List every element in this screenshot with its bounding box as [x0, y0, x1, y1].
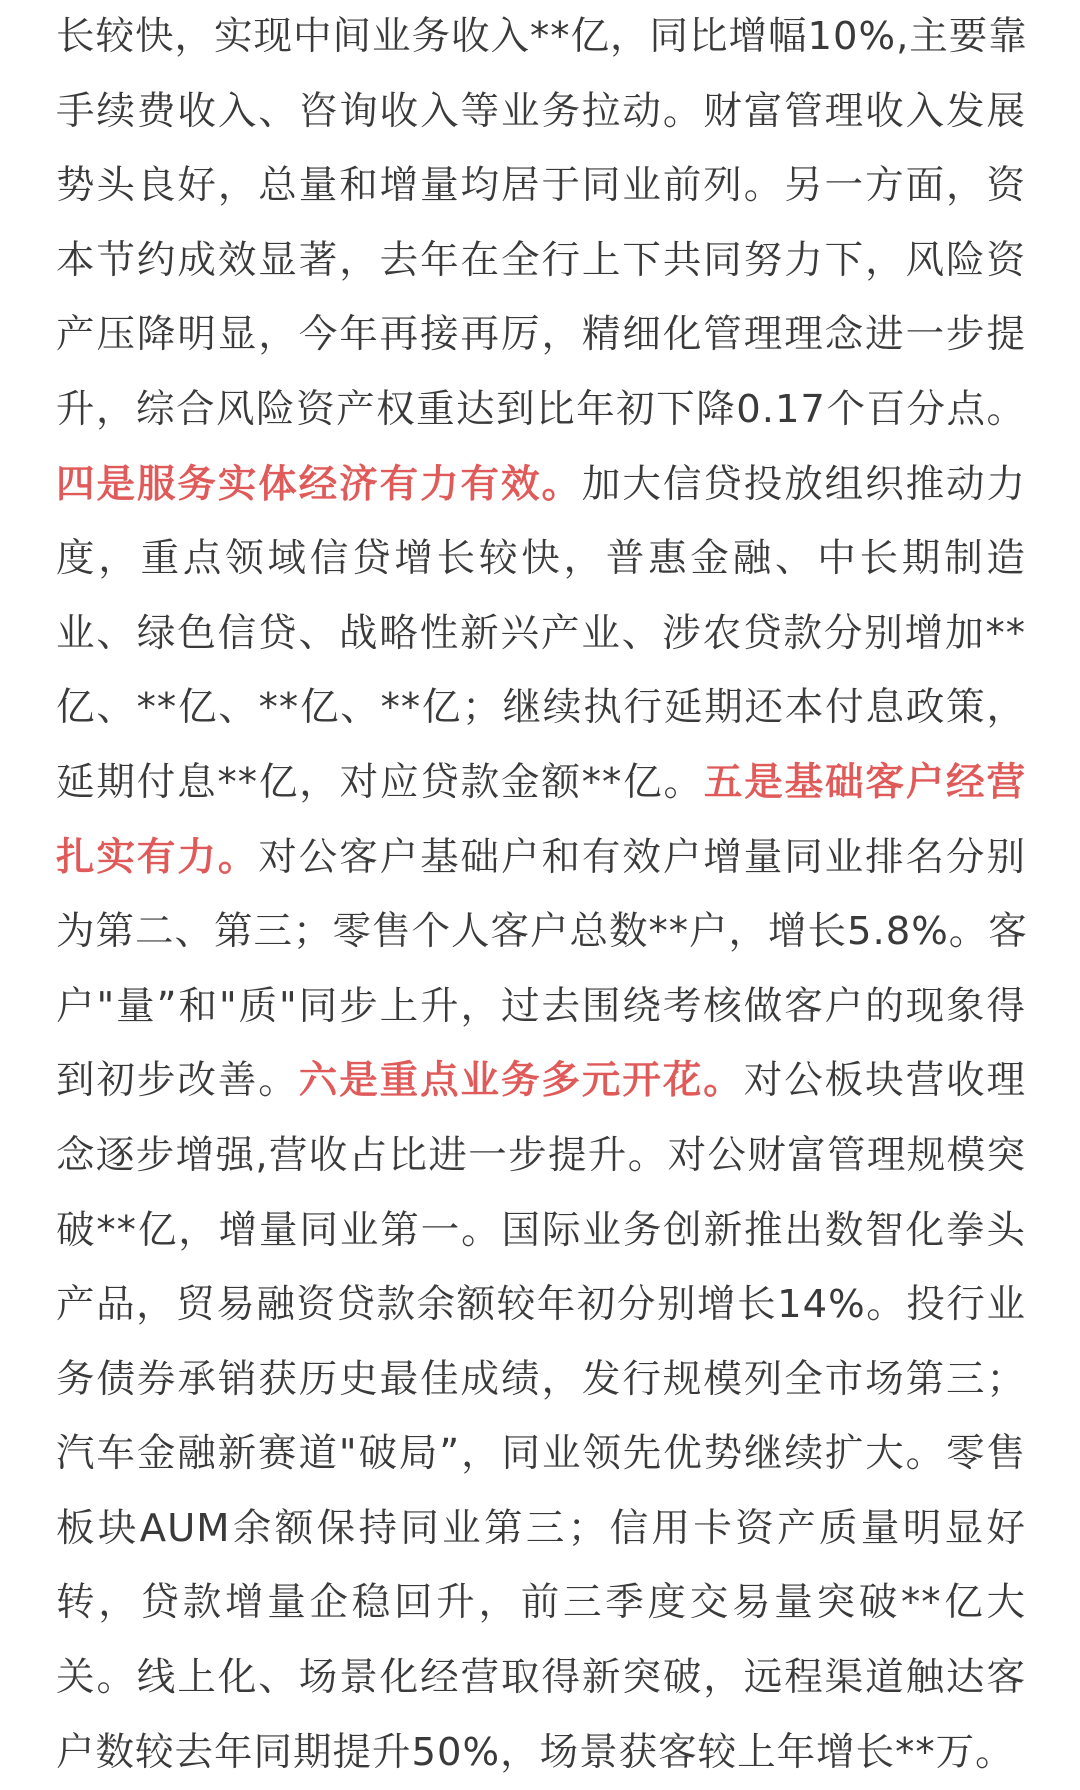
text-line	[56, 1417, 1026, 1492]
highlighted-heading: 六是重点业务多元开花。	[298, 1058, 744, 1104]
highlighted-heading: 四是服务实体经济有力有效。	[56, 461, 582, 507]
text-line	[56, 1641, 1026, 1716]
text-segment: 亿、**亿、**亿、**亿；继续执行延期还本付息政策，	[56, 685, 1026, 731]
text-line	[56, 1194, 1026, 1269]
article-body	[56, 0, 1026, 1790]
text-line	[56, 671, 1026, 746]
text-line	[56, 1716, 1026, 1790]
text-segment: 本节约成效显著，去年在全行上下共同努力下，风险资	[56, 237, 1026, 283]
text-segment: 对公板块营收理	[743, 1058, 1026, 1104]
text-segment: 汽车金融新赛道"破局”，同业领先优势继续扩大。零售	[56, 1431, 1026, 1477]
text-line	[56, 224, 1026, 299]
text-segment: 度，重点领域信贷增长较快，普惠金融、中长期制造	[56, 536, 1026, 582]
text-line	[56, 149, 1026, 224]
text-line	[56, 373, 1026, 448]
text-segment: 势头良好，总量和增量均居于同业前列。另一方面，资	[56, 163, 1026, 209]
text-line	[56, 522, 1026, 597]
text-segment: 手续费收入、咨询收入等业务拉动。财富管理收入发展	[56, 88, 1026, 134]
text-segment: 板块AUM余额保持同业第三；信用卡资产质量明显好	[56, 1505, 1026, 1551]
highlighted-heading: 扎实有力。	[56, 834, 259, 880]
text-segment: 长较快，实现中间业务收入**亿，同比增幅10%,主要靠	[56, 14, 1028, 59]
text-segment: 对公客户基础户和有效户增量同业排名分别	[258, 834, 1026, 880]
text-segment: 为第二、第三；零售个人客户总数**户，增长5.8%。客	[56, 909, 1028, 955]
text-segment: 户"量”和"质"同步上升，过去围绕考核做客户的现象得	[56, 983, 1026, 1029]
text-segment: 产品，贸易融资贷款余额较年初分别增长14%。投行业	[56, 1282, 1026, 1328]
text-segment: 产压降明显，今年再接再厉，精细化管理理念进一步提	[56, 312, 1026, 358]
text-segment: 破**亿，增量同业第一。国际业务创新推出数智化拳头	[56, 1207, 1026, 1253]
text-line	[56, 1492, 1026, 1567]
text-line	[56, 1566, 1026, 1641]
text-line	[56, 597, 1026, 672]
text-line	[56, 75, 1026, 150]
text-segment: 务债券承销获历史最佳成绩，发行规模列全市场第三；	[56, 1356, 1026, 1402]
text-segment: 户数较去年同期提升50%，场景获客较上年增长**万。	[56, 1729, 1015, 1775]
text-line	[56, 0, 1026, 75]
text-line	[56, 746, 1026, 821]
text-line	[56, 821, 1026, 896]
text-segment: 延期付息**亿，对应贷款金额**亿。	[56, 759, 704, 805]
text-line	[56, 970, 1026, 1045]
text-segment: 业、绿色信贷、战略性新兴产业、涉农贷款分别增加**	[56, 610, 1026, 656]
text-segment: 升，综合风险资产权重达到比年初下降0.17个百分点。	[56, 386, 1026, 432]
text-segment: 转，贷款增量企稳回升，前三季度交易量突破**亿大	[56, 1580, 1026, 1626]
text-segment: 到初步改善。	[56, 1058, 299, 1104]
text-line	[56, 895, 1026, 970]
text-line	[56, 1343, 1026, 1418]
text-line	[56, 448, 1026, 523]
text-segment: 念逐步增强,营收占比进一步提升。对公财富管理规模突	[56, 1132, 1026, 1178]
text-line	[56, 1044, 1026, 1119]
text-line	[56, 1119, 1026, 1194]
text-segment: 加大信贷投放组织推动力	[581, 461, 1026, 507]
highlighted-heading: 五是基础客户经营	[703, 759, 1026, 805]
text-line	[56, 298, 1026, 373]
text-line	[56, 1268, 1026, 1343]
text-segment: 关。线上化、场景化经营取得新突破，远程渠道触达客	[56, 1655, 1026, 1701]
